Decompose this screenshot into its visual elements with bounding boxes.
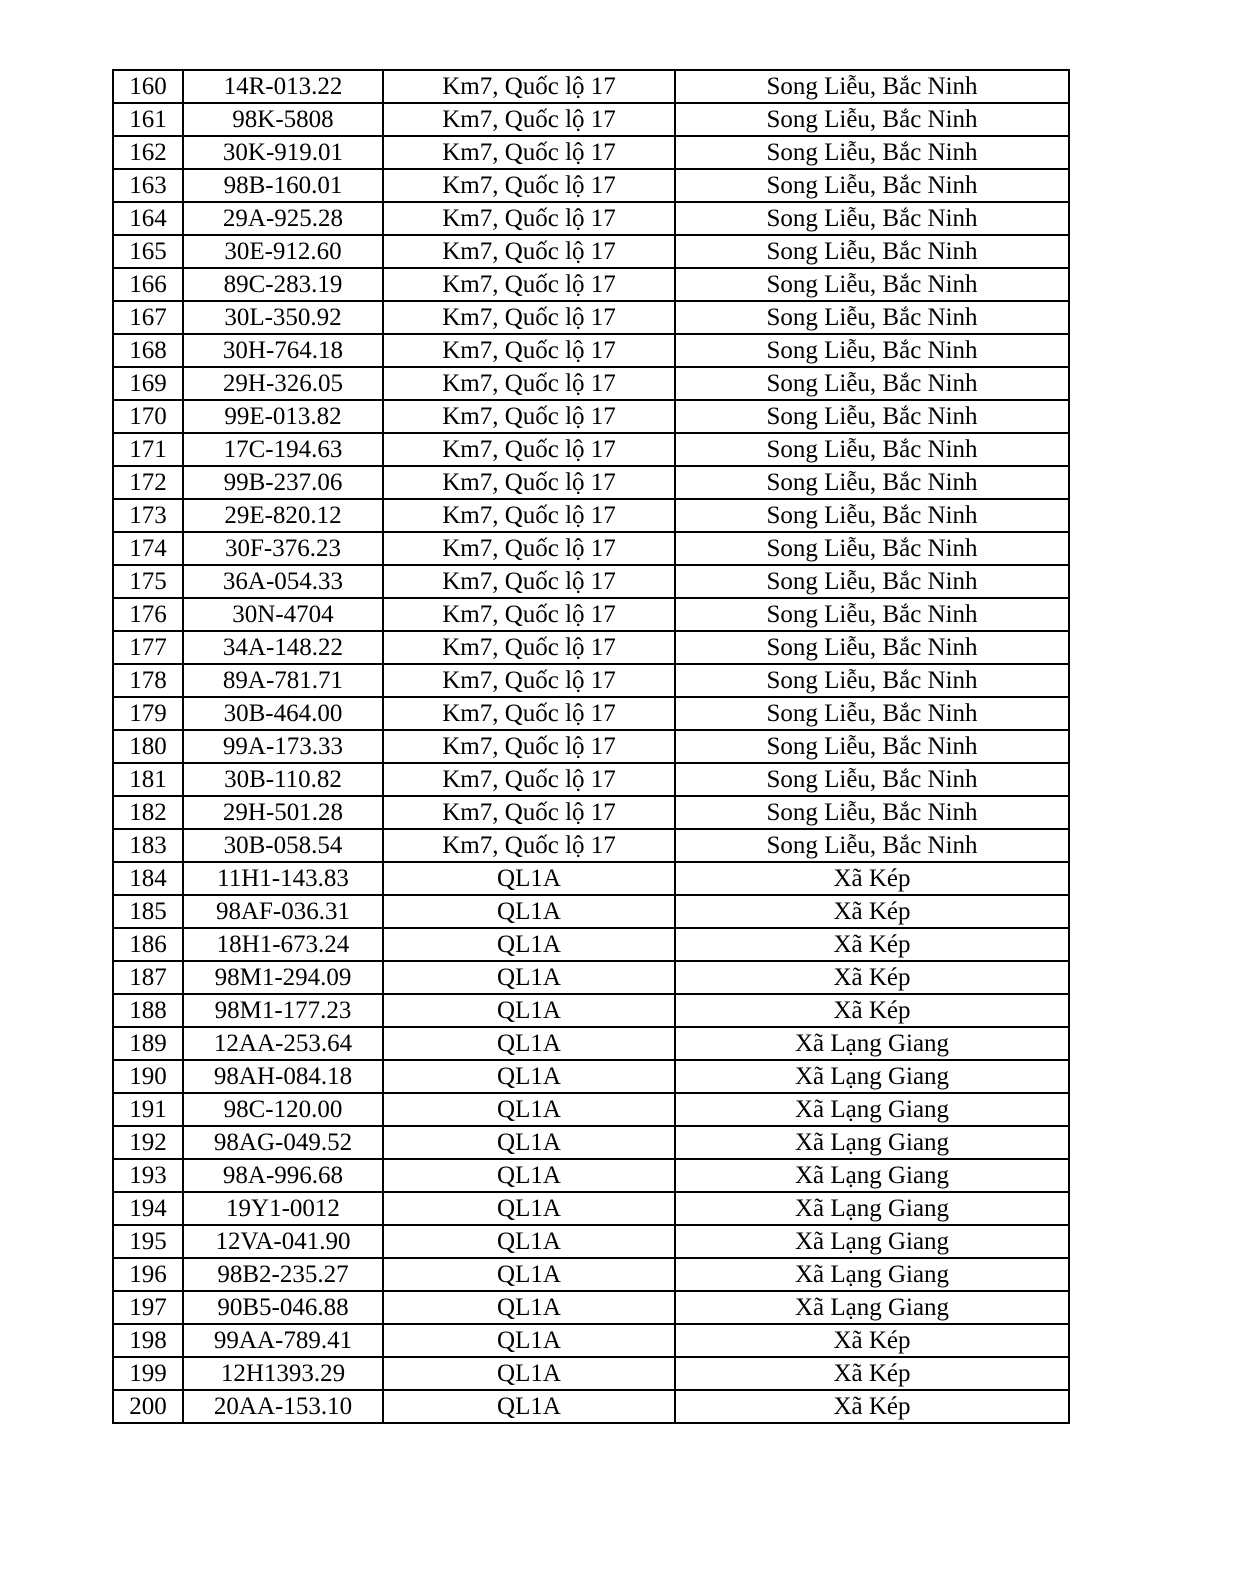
- location-cell: Xã Kép: [675, 862, 1069, 895]
- table-row: [113, 400, 1069, 433]
- plate-number-cell: 12H1393.29: [183, 1357, 383, 1390]
- row-number-cell: 168: [113, 334, 183, 367]
- row-number-cell: 191: [113, 1093, 183, 1126]
- table-row: [113, 1258, 1069, 1291]
- table-row: [113, 268, 1069, 301]
- road-cell: Km7, Quốc lộ 17: [383, 103, 675, 136]
- row-number-cell: 164: [113, 202, 183, 235]
- road-cell: Km7, Quốc lộ 17: [383, 532, 675, 565]
- row-number-cell: 172: [113, 466, 183, 499]
- row-number-cell: 179: [113, 697, 183, 730]
- plate-number-cell: 98AH-084.18: [183, 1060, 383, 1093]
- table-row: [113, 697, 1069, 730]
- plate-number-cell: 18H1-673.24: [183, 928, 383, 961]
- table-row: [113, 235, 1069, 268]
- road-cell: QL1A: [383, 994, 675, 1027]
- road-cell: Km7, Quốc lộ 17: [383, 796, 675, 829]
- location-cell: Song Liễu, Bắc Ninh: [675, 796, 1069, 829]
- row-number-cell: 193: [113, 1159, 183, 1192]
- plate-number-cell: 30E-912.60: [183, 235, 383, 268]
- plate-number-cell: 14R-013.22: [183, 70, 383, 103]
- plate-number-cell: 99B-237.06: [183, 466, 383, 499]
- location-cell: Xã Lạng Giang: [675, 1027, 1069, 1060]
- road-cell: Km7, Quốc lộ 17: [383, 829, 675, 862]
- location-cell: Song Liễu, Bắc Ninh: [675, 433, 1069, 466]
- location-cell: Song Liễu, Bắc Ninh: [675, 565, 1069, 598]
- table-row: [113, 1060, 1069, 1093]
- table-row: [113, 763, 1069, 796]
- road-cell: QL1A: [383, 1093, 675, 1126]
- plate-number-cell: 30L-350.92: [183, 301, 383, 334]
- plate-number-cell: 17C-194.63: [183, 433, 383, 466]
- plate-number-cell: 11H1-143.83: [183, 862, 383, 895]
- road-cell: QL1A: [383, 895, 675, 928]
- plate-number-cell: 30H-764.18: [183, 334, 383, 367]
- road-cell: Km7, Quốc lộ 17: [383, 631, 675, 664]
- table-row: [113, 334, 1069, 367]
- road-cell: QL1A: [383, 1225, 675, 1258]
- location-cell: Song Liễu, Bắc Ninh: [675, 631, 1069, 664]
- plate-number-cell: 29H-501.28: [183, 796, 383, 829]
- plate-number-cell: 98AG-049.52: [183, 1126, 383, 1159]
- location-cell: Xã Kép: [675, 994, 1069, 1027]
- location-cell: Song Liễu, Bắc Ninh: [675, 829, 1069, 862]
- table-row: [113, 1126, 1069, 1159]
- row-number-cell: 176: [113, 598, 183, 631]
- location-cell: Song Liễu, Bắc Ninh: [675, 466, 1069, 499]
- row-number-cell: 189: [113, 1027, 183, 1060]
- table-row: [113, 499, 1069, 532]
- plate-number-cell: 98M1-294.09: [183, 961, 383, 994]
- road-cell: Km7, Quốc lộ 17: [383, 367, 675, 400]
- plate-number-cell: 12VA-041.90: [183, 1225, 383, 1258]
- plate-number-cell: 30K-919.01: [183, 136, 383, 169]
- road-cell: QL1A: [383, 961, 675, 994]
- table-row: [113, 136, 1069, 169]
- row-number-cell: 185: [113, 895, 183, 928]
- table-row: [113, 895, 1069, 928]
- road-cell: Km7, Quốc lộ 17: [383, 202, 675, 235]
- location-cell: Song Liễu, Bắc Ninh: [675, 202, 1069, 235]
- table-row: [113, 1291, 1069, 1324]
- plate-number-cell: 36A-054.33: [183, 565, 383, 598]
- road-cell: Km7, Quốc lộ 17: [383, 730, 675, 763]
- plate-number-cell: 99AA-789.41: [183, 1324, 383, 1357]
- vehicle-plate-table: [112, 69, 1070, 1424]
- location-cell: Song Liễu, Bắc Ninh: [675, 301, 1069, 334]
- row-number-cell: 170: [113, 400, 183, 433]
- road-cell: Km7, Quốc lộ 17: [383, 697, 675, 730]
- row-number-cell: 182: [113, 796, 183, 829]
- plate-number-cell: 98C-120.00: [183, 1093, 383, 1126]
- location-cell: Xã Lạng Giang: [675, 1159, 1069, 1192]
- row-number-cell: 181: [113, 763, 183, 796]
- plate-number-cell: 99E-013.82: [183, 400, 383, 433]
- row-number-cell: 175: [113, 565, 183, 598]
- location-cell: Xã Lạng Giang: [675, 1192, 1069, 1225]
- plate-number-cell: 89C-283.19: [183, 268, 383, 301]
- road-cell: Km7, Quốc lộ 17: [383, 301, 675, 334]
- row-number-cell: 194: [113, 1192, 183, 1225]
- road-cell: Km7, Quốc lộ 17: [383, 466, 675, 499]
- row-number-cell: 171: [113, 433, 183, 466]
- road-cell: QL1A: [383, 1258, 675, 1291]
- row-number-cell: 200: [113, 1390, 183, 1423]
- row-number-cell: 196: [113, 1258, 183, 1291]
- plate-number-cell: 29H-326.05: [183, 367, 383, 400]
- road-cell: QL1A: [383, 928, 675, 961]
- row-number-cell: 165: [113, 235, 183, 268]
- road-cell: Km7, Quốc lộ 17: [383, 763, 675, 796]
- location-cell: Song Liễu, Bắc Ninh: [675, 499, 1069, 532]
- road-cell: Km7, Quốc lộ 17: [383, 565, 675, 598]
- road-cell: QL1A: [383, 1060, 675, 1093]
- road-cell: QL1A: [383, 1390, 675, 1423]
- plate-number-cell: 30B-110.82: [183, 763, 383, 796]
- plate-number-cell: 99A-173.33: [183, 730, 383, 763]
- row-number-cell: 183: [113, 829, 183, 862]
- plate-number-cell: 98A-996.68: [183, 1159, 383, 1192]
- table-row: [113, 433, 1069, 466]
- plate-number-cell: 98B-160.01: [183, 169, 383, 202]
- location-cell: Xã Kép: [675, 1390, 1069, 1423]
- road-cell: QL1A: [383, 1159, 675, 1192]
- road-cell: Km7, Quốc lộ 17: [383, 268, 675, 301]
- row-number-cell: 173: [113, 499, 183, 532]
- table-row: [113, 1324, 1069, 1357]
- table-row: [113, 532, 1069, 565]
- plate-number-cell: 34A-148.22: [183, 631, 383, 664]
- row-number-cell: 180: [113, 730, 183, 763]
- row-number-cell: 195: [113, 1225, 183, 1258]
- row-number-cell: 167: [113, 301, 183, 334]
- plate-number-cell: 29E-820.12: [183, 499, 383, 532]
- location-cell: Song Liễu, Bắc Ninh: [675, 268, 1069, 301]
- row-number-cell: 166: [113, 268, 183, 301]
- road-cell: Km7, Quốc lộ 17: [383, 433, 675, 466]
- location-cell: Xã Kép: [675, 928, 1069, 961]
- table-row: [113, 961, 1069, 994]
- plate-number-cell: 20AA-153.10: [183, 1390, 383, 1423]
- table-row: [113, 103, 1069, 136]
- table-row: [113, 1027, 1069, 1060]
- road-cell: Km7, Quốc lộ 17: [383, 499, 675, 532]
- location-cell: Xã Lạng Giang: [675, 1060, 1069, 1093]
- table-row: [113, 598, 1069, 631]
- row-number-cell: 187: [113, 961, 183, 994]
- plate-number-cell: 30F-376.23: [183, 532, 383, 565]
- row-number-cell: 186: [113, 928, 183, 961]
- plate-number-cell: 30N-4704: [183, 598, 383, 631]
- location-cell: Xã Lạng Giang: [675, 1225, 1069, 1258]
- row-number-cell: 163: [113, 169, 183, 202]
- row-number-cell: 161: [113, 103, 183, 136]
- plate-number-cell: 98B2-235.27: [183, 1258, 383, 1291]
- road-cell: QL1A: [383, 1126, 675, 1159]
- plate-number-cell: 98AF-036.31: [183, 895, 383, 928]
- road-cell: Km7, Quốc lộ 17: [383, 334, 675, 367]
- location-cell: Xã Lạng Giang: [675, 1093, 1069, 1126]
- table-row: [113, 301, 1069, 334]
- location-cell: Xã Kép: [675, 1357, 1069, 1390]
- table-row: [113, 70, 1069, 103]
- row-number-cell: 188: [113, 994, 183, 1027]
- location-cell: Xã Kép: [675, 895, 1069, 928]
- road-cell: QL1A: [383, 1192, 675, 1225]
- table-row: [113, 169, 1069, 202]
- location-cell: Song Liễu, Bắc Ninh: [675, 400, 1069, 433]
- table-row: [113, 862, 1069, 895]
- row-number-cell: 190: [113, 1060, 183, 1093]
- row-number-cell: 162: [113, 136, 183, 169]
- table-row: [113, 1192, 1069, 1225]
- road-cell: Km7, Quốc lộ 17: [383, 169, 675, 202]
- location-cell: Song Liễu, Bắc Ninh: [675, 367, 1069, 400]
- road-cell: Km7, Quốc lộ 17: [383, 400, 675, 433]
- row-number-cell: 169: [113, 367, 183, 400]
- table-row: [113, 994, 1069, 1027]
- location-cell: Song Liễu, Bắc Ninh: [675, 334, 1069, 367]
- table-row: [113, 466, 1069, 499]
- road-cell: Km7, Quốc lộ 17: [383, 664, 675, 697]
- row-number-cell: 174: [113, 532, 183, 565]
- row-number-cell: 177: [113, 631, 183, 664]
- road-cell: QL1A: [383, 1357, 675, 1390]
- table-row: [113, 565, 1069, 598]
- table-row: [113, 631, 1069, 664]
- location-cell: Song Liễu, Bắc Ninh: [675, 235, 1069, 268]
- table-row: [113, 202, 1069, 235]
- location-cell: Xã Lạng Giang: [675, 1126, 1069, 1159]
- location-cell: Xã Kép: [675, 1324, 1069, 1357]
- table-row: [113, 1390, 1069, 1423]
- table-row: [113, 730, 1069, 763]
- table-row: [113, 1093, 1069, 1126]
- plate-number-cell: 12AA-253.64: [183, 1027, 383, 1060]
- table-row: [113, 664, 1069, 697]
- location-cell: Song Liễu, Bắc Ninh: [675, 532, 1069, 565]
- location-cell: Song Liễu, Bắc Ninh: [675, 136, 1069, 169]
- plate-number-cell: 89A-781.71: [183, 664, 383, 697]
- table-row: [113, 1159, 1069, 1192]
- location-cell: Xã Lạng Giang: [675, 1291, 1069, 1324]
- location-cell: Xã Lạng Giang: [675, 1258, 1069, 1291]
- table-row: [113, 1357, 1069, 1390]
- table-row: [113, 796, 1069, 829]
- location-cell: Song Liễu, Bắc Ninh: [675, 169, 1069, 202]
- row-number-cell: 160: [113, 70, 183, 103]
- location-cell: Xã Kép: [675, 961, 1069, 994]
- table-row: [113, 829, 1069, 862]
- row-number-cell: 184: [113, 862, 183, 895]
- location-cell: Song Liễu, Bắc Ninh: [675, 103, 1069, 136]
- location-cell: Song Liễu, Bắc Ninh: [675, 763, 1069, 796]
- plate-number-cell: 29A-925.28: [183, 202, 383, 235]
- location-cell: Song Liễu, Bắc Ninh: [675, 598, 1069, 631]
- road-cell: QL1A: [383, 1027, 675, 1060]
- plate-number-cell: 19Y1-0012: [183, 1192, 383, 1225]
- location-cell: Song Liễu, Bắc Ninh: [675, 697, 1069, 730]
- road-cell: QL1A: [383, 862, 675, 895]
- road-cell: Km7, Quốc lộ 17: [383, 136, 675, 169]
- plate-number-cell: 30B-058.54: [183, 829, 383, 862]
- row-number-cell: 192: [113, 1126, 183, 1159]
- location-cell: Song Liễu, Bắc Ninh: [675, 664, 1069, 697]
- table-row: [113, 1225, 1069, 1258]
- road-cell: Km7, Quốc lộ 17: [383, 598, 675, 631]
- plate-number-cell: 90B5-046.88: [183, 1291, 383, 1324]
- road-cell: Km7, Quốc lộ 17: [383, 235, 675, 268]
- plate-number-cell: 98M1-177.23: [183, 994, 383, 1027]
- row-number-cell: 199: [113, 1357, 183, 1390]
- table-row: [113, 367, 1069, 400]
- location-cell: Song Liễu, Bắc Ninh: [675, 70, 1069, 103]
- plate-number-cell: 98K-5808: [183, 103, 383, 136]
- table-body: [113, 70, 1069, 1423]
- table-row: [113, 928, 1069, 961]
- row-number-cell: 197: [113, 1291, 183, 1324]
- row-number-cell: 178: [113, 664, 183, 697]
- location-cell: Song Liễu, Bắc Ninh: [675, 730, 1069, 763]
- road-cell: Km7, Quốc lộ 17: [383, 70, 675, 103]
- row-number-cell: 198: [113, 1324, 183, 1357]
- road-cell: QL1A: [383, 1324, 675, 1357]
- plate-number-cell: 30B-464.00: [183, 697, 383, 730]
- road-cell: QL1A: [383, 1291, 675, 1324]
